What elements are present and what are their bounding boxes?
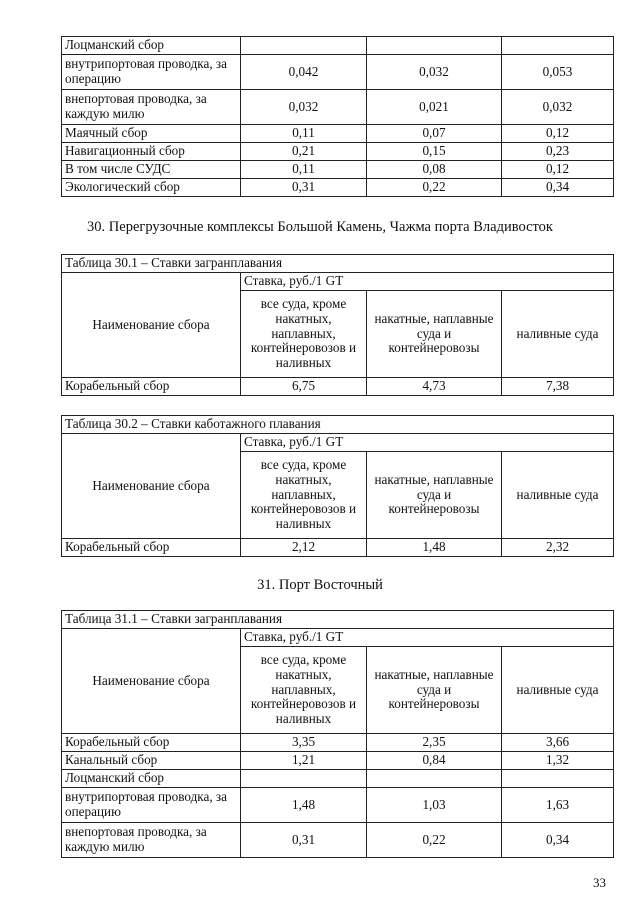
column-header-all-vessels: все суда, кроме накатных, наплавных, контейнеровозов и наливных [241, 291, 367, 378]
rate-cell [367, 37, 502, 55]
column-header-all-vessels: все суда, кроме накатных, наплавных, контейнеровозов и наливных [241, 452, 367, 539]
fee-name-cell: Лоцманский сбор [62, 770, 241, 788]
table-row [62, 143, 614, 161]
table-row [62, 734, 614, 752]
page-number: 33 [593, 875, 606, 890]
rate-cell: 0,22 [367, 823, 502, 858]
rate-cell: 0,15 [367, 143, 502, 161]
table-30-1 [61, 254, 614, 396]
fee-name-cell: Канальный сбор [62, 752, 241, 770]
rate-cell: 3,66 [502, 734, 614, 752]
fee-name-cell: Навигационный сбор [62, 143, 241, 161]
table-caption-row [62, 611, 614, 629]
rate-cell [367, 770, 502, 788]
rate-cell: 0,11 [241, 161, 367, 179]
rate-cell: 0,31 [241, 179, 367, 197]
column-header-fee-name: Наименование сбора [62, 273, 241, 378]
rate-cell: 2,32 [502, 539, 614, 557]
fee-name-cell: Экологический сбор [62, 179, 241, 197]
rate-cell [241, 37, 367, 55]
table-caption-row [62, 416, 614, 434]
table-caption: Таблица 30.1 – Ставки загранплавания [62, 255, 614, 273]
rates-table-continued [61, 36, 614, 197]
fee-name-cell: внепортовая проводка, за каждую милю [62, 823, 241, 858]
rate-cell [502, 37, 614, 55]
column-header-roro-containers: накатные, наплавные суда и контейнеровозы [367, 452, 502, 539]
column-header-roro-containers: накатные, наплавные суда и контейнеровозы [367, 647, 502, 734]
rate-cell: 0,31 [241, 823, 367, 858]
rate-cell: 1,63 [502, 788, 614, 823]
fee-name-cell: Корабельный сбор [62, 734, 241, 752]
rate-cell: 2,12 [241, 539, 367, 557]
table-row [62, 378, 614, 396]
column-header-tankers: наливные суда [502, 647, 614, 734]
table-row [62, 179, 614, 197]
rate-cell: 0,032 [367, 55, 502, 90]
column-header-tankers: наливные суда [502, 452, 614, 539]
table-caption: Таблица 31.1 – Ставки загранплавания [62, 611, 614, 629]
rate-cell [241, 770, 367, 788]
section-heading: 30. Перегрузочные комплексы Большой Камень, Чажма порта Владивосток [87, 219, 553, 235]
rate-cell: 0,34 [502, 823, 614, 858]
rate-cell [502, 770, 614, 788]
column-header-fee-name: Наименование сбора [62, 434, 241, 539]
rate-cell: 0,21 [241, 143, 367, 161]
table-row [62, 161, 614, 179]
rate-cell: 6,75 [241, 378, 367, 396]
rate-cell: 0,12 [502, 161, 614, 179]
rate-cell: 0,11 [241, 125, 367, 143]
rate-cell: 0,032 [502, 90, 614, 125]
fee-name-cell: В том числе СУДС [62, 161, 241, 179]
rate-cell: 0,053 [502, 55, 614, 90]
rate-cell: 0,22 [367, 179, 502, 197]
table-header-row [62, 629, 614, 647]
section-heading: 31. Порт Восточный [257, 577, 383, 593]
rate-cell: 3,35 [241, 734, 367, 752]
fee-name-cell: внутрипортовая проводка, за операцию [62, 55, 241, 90]
rate-cell: 0,23 [502, 143, 614, 161]
table-row [62, 55, 614, 90]
rate-cell: 1,03 [367, 788, 502, 823]
rate-header: Ставка, руб./1 GT [241, 629, 614, 647]
rate-cell: 0,021 [367, 90, 502, 125]
table-header-row [62, 273, 614, 291]
rate-header: Ставка, руб./1 GT [241, 434, 614, 452]
rate-cell: 1,48 [367, 539, 502, 557]
rate-cell: 2,35 [367, 734, 502, 752]
table-row [62, 90, 614, 125]
table-row [62, 125, 614, 143]
table-30-2 [61, 415, 614, 557]
rate-cell: 7,38 [502, 378, 614, 396]
fee-name-cell: Маячный сбор [62, 125, 241, 143]
rate-cell: 0,12 [502, 125, 614, 143]
fee-name-cell: Корабельный сбор [62, 539, 241, 557]
rate-cell: 1,21 [241, 752, 367, 770]
fee-name-cell: внутрипортовая проводка, за операцию [62, 788, 241, 823]
table-31-1 [61, 610, 614, 858]
rate-cell: 0,34 [502, 179, 614, 197]
table-row [62, 37, 614, 55]
rate-cell: 0,032 [241, 90, 367, 125]
table-caption: Таблица 30.2 – Ставки каботажного плавания [62, 416, 614, 434]
column-header-fee-name: Наименование сбора [62, 629, 241, 734]
rate-cell: 0,042 [241, 55, 367, 90]
fee-name-cell: внепортовая проводка, за каждую милю [62, 90, 241, 125]
rate-header: Ставка, руб./1 GT [241, 273, 614, 291]
rate-cell: 4,73 [367, 378, 502, 396]
rate-cell: 0,84 [367, 752, 502, 770]
table-header-row [62, 434, 614, 452]
table-caption-row [62, 255, 614, 273]
rate-cell: 0,07 [367, 125, 502, 143]
table-row [62, 823, 614, 858]
column-header-tankers: наливные суда [502, 291, 614, 378]
table-row [62, 788, 614, 823]
table-row [62, 539, 614, 557]
rate-cell: 0,08 [367, 161, 502, 179]
column-header-all-vessels: все суда, кроме накатных, наплавных, контейнеровозов и наливных [241, 647, 367, 734]
fee-name-cell: Корабельный сбор [62, 378, 241, 396]
table-row [62, 770, 614, 788]
table-row [62, 752, 614, 770]
fee-name-cell: Лоцманский сбор [62, 37, 241, 55]
column-header-roro-containers: накатные, наплавные суда и контейнеровозы [367, 291, 502, 378]
rate-cell: 1,48 [241, 788, 367, 823]
rate-cell: 1,32 [502, 752, 614, 770]
